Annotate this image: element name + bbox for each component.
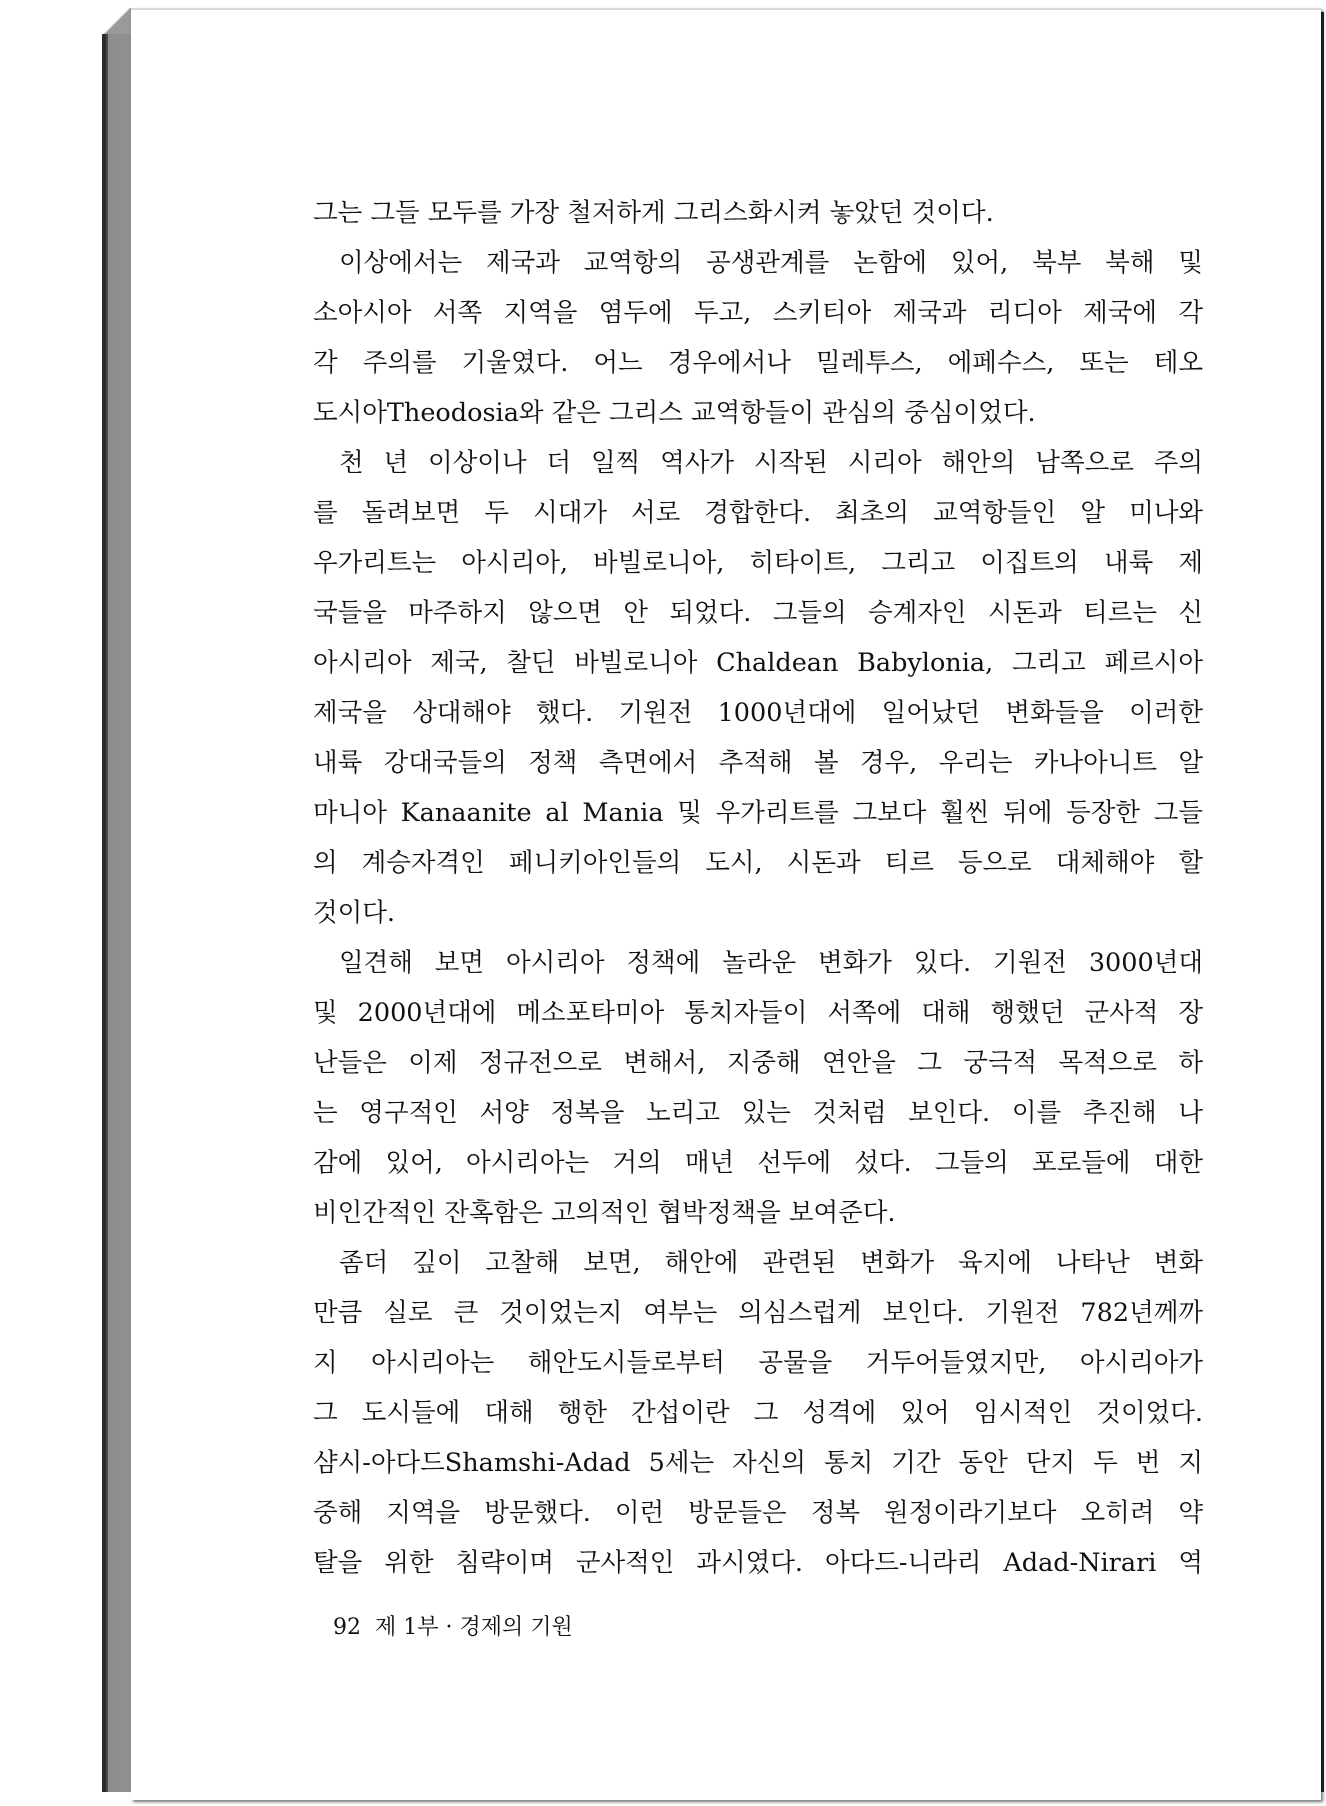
text-line: 우가리트는 아시리아, 바빌로니아, 히타이트, 그리고 이집트의 내륙 제 (313, 548, 1203, 578)
page-footer (333, 1610, 573, 1641)
text-line: 탈을 위한 침략이며 군사적인 과시였다. 아다드-니라리 Adad-Nirari 역 (313, 1548, 1203, 1578)
page-number: 92 (333, 1615, 361, 1640)
text-line: 난들은 이제 정규전으로 변해서, 지중해 연안을 그 궁극적 목적으로 하 (313, 1048, 1203, 1078)
text-line: 일견해 보면 아시리아 정책에 놀라운 변화가 있다. 기원전 3000년대 (339, 948, 1203, 978)
text-line: 것이다. (313, 898, 396, 928)
text-line: 소아시아 서쪽 지역을 염두에 두고, 스키티아 제국과 리디아 제국에 각 (313, 298, 1203, 328)
text-line: 는 영구적인 서양 정복을 노리고 있는 것처럼 보인다. 이를 추진해 나 (313, 1098, 1203, 1128)
text-line: 그는 그들 모두를 가장 철저하게 그리스화시켜 놓았던 것이다. (313, 198, 994, 228)
text-line: 천 년 이상이나 더 일찍 역사가 시작된 시리아 해안의 남쪽으로 주의 (339, 448, 1203, 478)
text-line: 샴시-아다드Shamshi-Adad 5세는 자신의 통치 기간 동안 단지 두 번 지 (313, 1448, 1203, 1478)
text-line: 중해 지역을 방문했다. 이런 방문들은 정복 원정이라기보다 오히려 약 (313, 1498, 1203, 1528)
text-line: 내륙 강대국들의 정책 측면에서 추적해 볼 경우, 우리는 카나아니트 알 (313, 748, 1203, 778)
text-line: 의 계승자격인 페니키아인들의 도시, 시돈과 티르 등으로 대체해야 할 (313, 848, 1203, 878)
text-line: 이상에서는 제국과 교역항의 공생관계를 논함에 있어, 북부 북해 및 (339, 248, 1203, 278)
text-line: 도시아Theodosia와 같은 그리스 교역항들이 관심의 중심이었다. (313, 398, 1036, 428)
running-footer-section: 제 1부 · 경제의 기원 (375, 1615, 573, 1640)
text-line: 및 2000년대에 메소포타미아 통치자들이 서쪽에 대해 행했던 군사적 장 (313, 998, 1203, 1028)
text-line: 비인간적인 잔혹함은 고의적인 협박정책을 보여준다. (313, 1198, 896, 1228)
text-line: 각 주의를 기울였다. 어느 경우에서나 밀레투스, 에페수스, 또는 테오 (313, 348, 1203, 378)
text-line: 제국을 상대해야 했다. 기원전 1000년대에 일어났던 변화들을 이러한 (313, 698, 1203, 728)
body-text (313, 188, 1203, 1588)
text-line: 지 아시리아는 해안도시들로부터 공물을 거두어들였지만, 아시리아가 (313, 1348, 1203, 1378)
text-line: 국들을 마주하지 않으면 안 되었다. 그들의 승계자인 시돈과 티르는 신 (313, 598, 1203, 628)
text-line: 를 돌려보면 두 시대가 서로 경합한다. 최초의 교역항들인 알 미나와 (313, 498, 1203, 528)
text-line: 그 도시들에 대해 행한 간섭이란 그 성격에 있어 임시적인 것이었다. (313, 1398, 1203, 1428)
text-line: 감에 있어, 아시리아는 거의 매년 선두에 섰다. 그들의 포로들에 대한 (313, 1148, 1203, 1178)
text-line: 만큼 실로 큰 것이었는지 여부는 의심스럽게 보인다. 기원전 782년께까 (313, 1298, 1203, 1328)
text-line: 좀더 깊이 고찰해 보면, 해안에 관련된 변화가 육지에 나타난 변화 (339, 1248, 1203, 1278)
text-line: 마니아 Kanaanite al Mania 및 우가리트를 그보다 훨씬 뒤에 등장한 그들 (313, 798, 1203, 828)
text-line: 아시리아 제국, 찰딘 바빌로니아 Chaldean Babylonia, 그리고 페르시아 (313, 648, 1203, 678)
